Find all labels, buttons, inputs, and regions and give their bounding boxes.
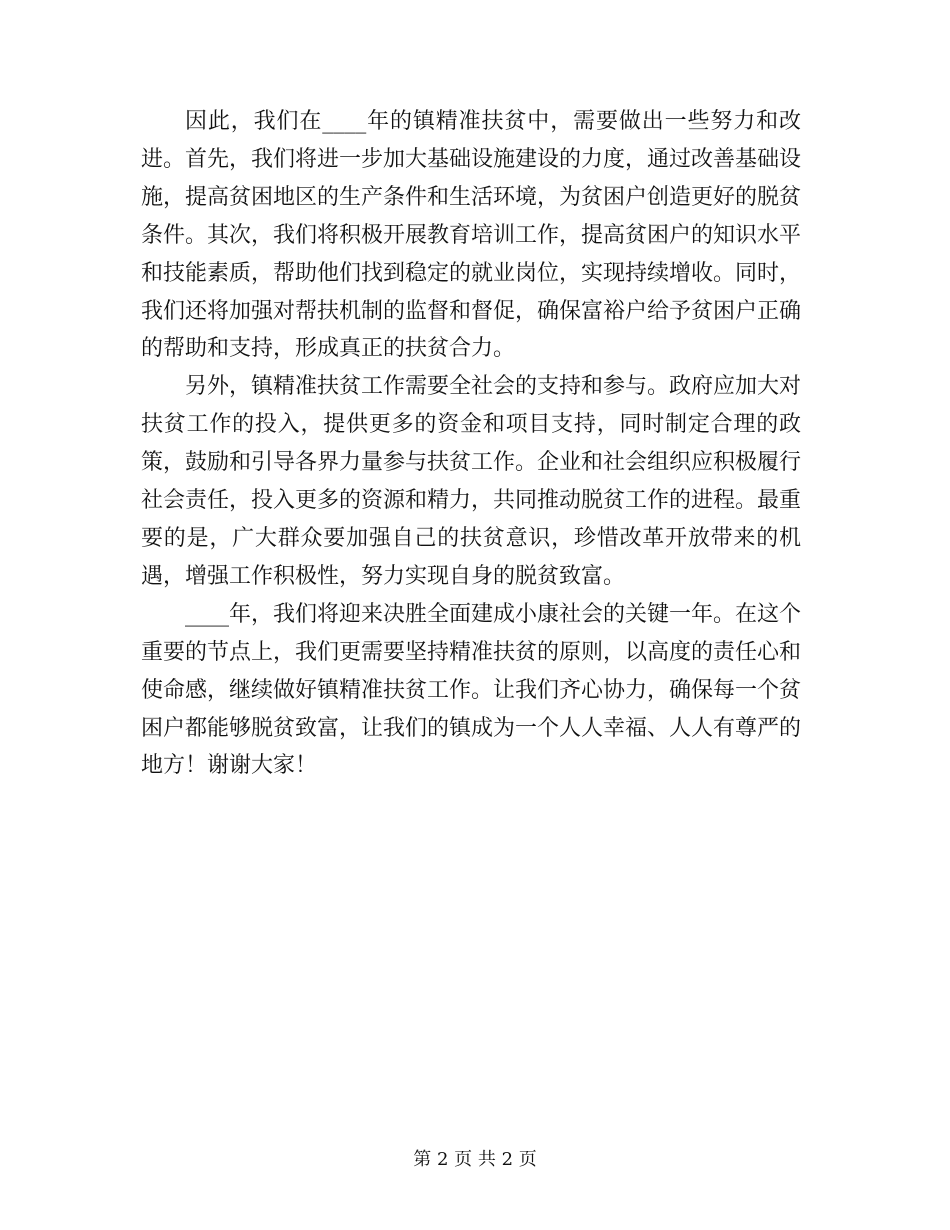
paragraph-1: 因此，我们在____年的镇精准扶贫中，需要做出一些努力和改进。首先，我们将进一步加大基础设施建设的力度，通过改善基础设施，提高贫困地区的生产条件和生活环境，为贫困户创造更好的脱贫条件。其次，我们将积极开展教育培训工作，提高贫困户的知识水平和技能素质，帮助他们找到稳定的就业岗位，实现持续增收。同时，我们还将加强对帮扶机制的监督和督促，确保富裕户给予贫困户正确的帮助和支持，形成真正的扶贫合力。 [141, 109, 802, 362]
document-body [141, 103, 801, 785]
page-number-footer: 第 2 页 共 2 页 [413, 1149, 537, 1170]
paragraph-2: 另外，镇精准扶贫工作需要全社会的支持和参与。政府应加大对扶贫工作的投入，提供更多的资金和项目支持，同时制定合理的政策，鼓励和引导各界力量参与扶贫工作。企业和社会组织应积极履行社会责任，投入更多的资源和精力，共同推动脱贫工作的进程。最重要的是，广大群众要加强自己的扶贫意识，珍惜改革开放带来的机遇，增强工作积极性，努力实现自身的脱贫致富。 [141, 374, 802, 589]
paragraph-3: ____年，我们将迎来决胜全面建成小康社会的关键一年。在这个重要的节点上，我们更需要坚持精准扶贫的原则，以高度的责任心和使命感，继续做好镇精准扶贫工作。让我们齐心协力，确保每一个贫困户都能够脱贫致富，让我们的镇成为一个人人幸福、人人有尊严的地方！谢谢大家！ [141, 601, 802, 779]
